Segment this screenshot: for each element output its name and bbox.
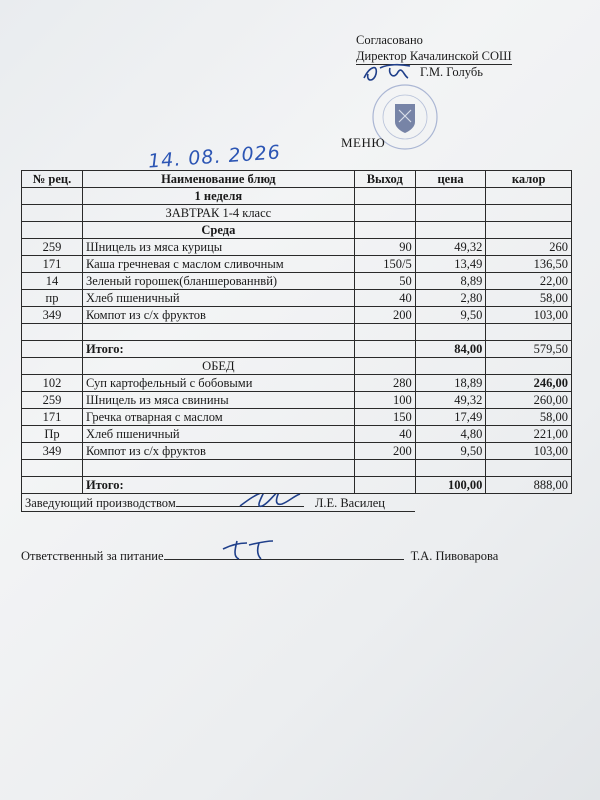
- responsible-label: Ответственный за питание: [21, 549, 164, 563]
- breakfast-total-label: Итого:: [82, 341, 354, 358]
- recipe-code: 102: [22, 375, 83, 392]
- portion: 50: [354, 273, 415, 290]
- table-header-row: [22, 171, 572, 188]
- table-row: [22, 256, 572, 273]
- week-row: [22, 188, 572, 205]
- table-row: [22, 443, 572, 460]
- header-portion: Выход: [354, 171, 415, 188]
- dish-name: Компот из с/х фруктов: [82, 443, 354, 460]
- production-head-row: [22, 494, 572, 512]
- day-row: [22, 222, 572, 239]
- price: 9,50: [415, 307, 486, 324]
- calories: 221,00: [486, 426, 572, 443]
- lunch-total-calories: 888,00: [486, 477, 572, 494]
- calories: 58,00: [486, 409, 572, 426]
- price: 8,89: [415, 273, 486, 290]
- calories: 246,00: [486, 375, 572, 392]
- lunch-total-row: [22, 477, 572, 494]
- dish-name: Зеленый горошек(бланшерованнвй): [82, 273, 354, 290]
- empty-row: [22, 460, 572, 477]
- portion: 40: [354, 426, 415, 443]
- dish-name: Суп картофельный с бобовыми: [82, 375, 354, 392]
- recipe-code: 259: [22, 392, 83, 409]
- dish-name: Каша гречневая с маслом сливочным: [82, 256, 354, 273]
- approval-block: [356, 33, 512, 81]
- recipe-code: 171: [22, 256, 83, 273]
- header-dish-name: Наименование блюд: [82, 171, 354, 188]
- calories: 136,50: [486, 256, 572, 273]
- dish-name: Шницель из мяса курицы: [82, 239, 354, 256]
- production-head-cell: [22, 494, 416, 512]
- header-recipe-no: № рец.: [22, 171, 83, 188]
- price: 13,49: [415, 256, 486, 273]
- calories: 260: [486, 239, 572, 256]
- dish-name: Компот из с/х фруктов: [82, 307, 354, 324]
- breakfast-total-row: [22, 341, 572, 358]
- dish-name: Гречка отварная с маслом: [82, 409, 354, 426]
- recipe-code: 171: [22, 409, 83, 426]
- breakfast-total-price: 84,00: [415, 341, 486, 358]
- approval-name: Г.М. Голубь: [420, 65, 483, 79]
- portion: 200: [354, 443, 415, 460]
- production-head-name: Л.Е. Василец: [314, 496, 385, 510]
- responsible-signature-icon: [219, 535, 279, 563]
- portion: 40: [354, 290, 415, 307]
- breakfast-total-calories: 579,50: [486, 341, 572, 358]
- portion: 200: [354, 307, 415, 324]
- menu-table: [21, 170, 572, 512]
- calories: 103,00: [486, 443, 572, 460]
- day-label: Среда: [82, 222, 354, 239]
- handwritten-date: 14. 08. 2026: [147, 141, 282, 173]
- dish-name: Шницель из мяса свинины: [82, 392, 354, 409]
- recipe-code: 14: [22, 273, 83, 290]
- lunch-total-label: Итого:: [82, 477, 354, 494]
- header-price: цена: [415, 171, 486, 188]
- dish-name: Хлеб пшеничный: [82, 290, 354, 307]
- price: 49,32: [415, 392, 486, 409]
- portion: 150/5: [354, 256, 415, 273]
- price: 17,49: [415, 409, 486, 426]
- approval-title: Согласовано: [356, 33, 423, 47]
- price: 49,32: [415, 239, 486, 256]
- portion: 100: [354, 392, 415, 409]
- recipe-code: пр: [22, 290, 83, 307]
- responsible-name: Т.А. Пивоварова: [410, 549, 499, 563]
- portion: 280: [354, 375, 415, 392]
- recipe-code: Пр: [22, 426, 83, 443]
- table-row: [22, 273, 572, 290]
- price: 2,80: [415, 290, 486, 307]
- lunch-label-row: [22, 358, 572, 375]
- lunch-label: ОБЕД: [82, 358, 354, 375]
- recipe-code: 349: [22, 307, 83, 324]
- breakfast-label-row: [22, 205, 572, 222]
- calories: 260,00: [486, 392, 572, 409]
- signature-line: [164, 545, 404, 560]
- table-row: [22, 375, 572, 392]
- breakfast-label: ЗАВТРАК 1-4 класс: [82, 205, 354, 222]
- portion: 150: [354, 409, 415, 426]
- table-row: [22, 239, 572, 256]
- responsible-block: [21, 545, 498, 564]
- recipe-code: 259: [22, 239, 83, 256]
- price: 4,80: [415, 426, 486, 443]
- lunch-total-price: 100,00: [415, 477, 486, 494]
- recipe-code: 349: [22, 443, 83, 460]
- production-head-label: Заведующий производством: [25, 496, 176, 510]
- price: 18,89: [415, 375, 486, 392]
- approval-position: Директор Качалинской СОШ: [356, 49, 512, 66]
- table-row: [22, 392, 572, 409]
- menu-title: МЕНЮ: [341, 135, 386, 150]
- price: 9,50: [415, 443, 486, 460]
- header-calories: калор: [486, 171, 572, 188]
- head-signature-icon: [234, 494, 304, 512]
- week-label: 1 неделя: [82, 188, 354, 205]
- portion: 90: [354, 239, 415, 256]
- calories: 22,00: [486, 273, 572, 290]
- table-row: [22, 290, 572, 307]
- empty-row: [22, 324, 572, 341]
- table-row: [22, 426, 572, 443]
- table-row: [22, 307, 572, 324]
- dish-name: Хлеб пшеничный: [82, 426, 354, 443]
- calories: 103,00: [486, 307, 572, 324]
- table-row: [22, 409, 572, 426]
- calories: 58,00: [486, 290, 572, 307]
